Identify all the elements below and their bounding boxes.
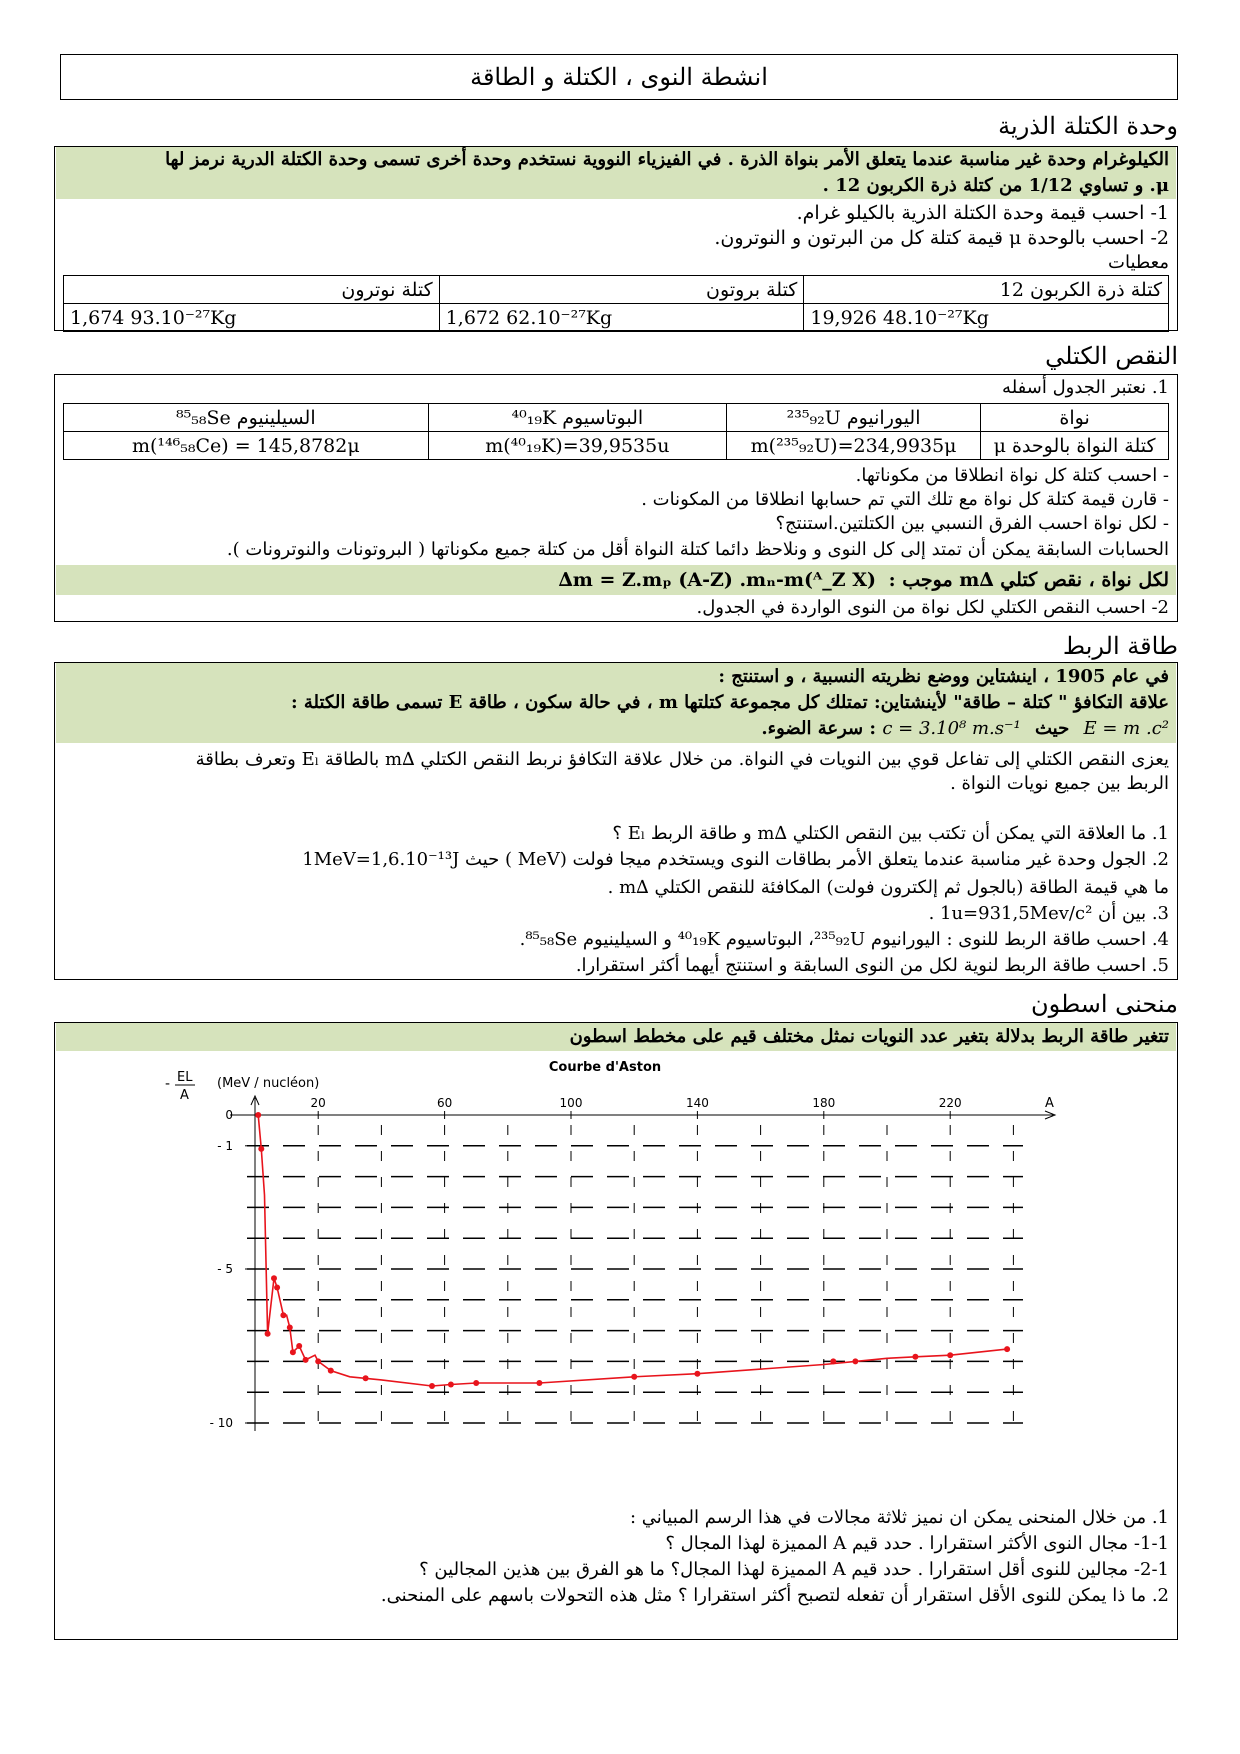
question-4: 4. احسب طاقة الربط للنوى : اليورانيوم ²³⁵₉₂U، البوتاسيوم ⁴⁰₁₉K و السيلينيوم ⁸⁵₅₈Se. <box>519 929 1169 950</box>
x-tick-label: 140 <box>685 1096 709 1110</box>
data-point <box>536 1380 542 1386</box>
question-2b: ما هي قيمة الطاقة (بالجول ثم إلكترون فولت) المكافئة للنقص الكتلي ∆m . <box>607 877 1169 898</box>
y-tick-label: - 10 <box>209 1416 233 1430</box>
potassium-mass: m(⁴⁰₁₉K)=39,9535u <box>485 434 670 457</box>
section-aston-curve <box>54 1022 1178 1640</box>
data-point <box>280 1312 286 1318</box>
data-point <box>429 1383 435 1389</box>
data-point <box>363 1375 369 1381</box>
data-point <box>287 1325 293 1331</box>
question-2: 2- احسب بالوحدة μ قيمة كتلة كل من البرتون و النوترون. <box>714 227 1169 249</box>
conclusion: الحسابات السابقة يمكن أن تمتد إلى كل النوى و ونلاحظ دائما كتلة النواة أقل من كتلة جميع مكوناتها ( البروتونات والنوترونات ). <box>226 539 1169 560</box>
mass-energy-formula: E = m .c² <box>1083 718 1169 739</box>
section-mass-defect <box>54 374 1178 622</box>
question-2: 2. الجول وحدة غير مناسبة عندما يتعلق الأمر بطاقات النوى ويستخدم ميجا فولت (MeV ) حيث 1MeV=1,6.10⁻¹³J <box>302 849 1169 870</box>
data-point <box>448 1382 454 1388</box>
formula-line <box>61 569 1169 591</box>
formula-label: لكل نواة ، نقص كتلي ∆m موجب : <box>888 569 1169 591</box>
data-point <box>694 1371 700 1377</box>
given-label: معطيات <box>1108 252 1169 273</box>
data-point <box>315 1358 321 1364</box>
question-2: 2- احسب النقص الكتلي لكل نواة من النوى الواردة في الجدول. <box>696 597 1169 618</box>
data-point <box>852 1358 858 1364</box>
section-title-aston-curve: منحنى اسطون <box>1031 990 1178 1018</box>
data-point <box>1004 1346 1010 1352</box>
section-binding-energy <box>54 662 1178 980</box>
question-1-1: 1-1- مجال النوى الأكثر استقرارا . حدد قيم A المميزة لهذا المجال ؟ <box>665 1533 1169 1554</box>
table-cell: كتلة بروتون <box>439 276 804 304</box>
table-cell <box>64 432 429 460</box>
table-cell: اليورانيوم ²³⁵₉₂U <box>727 404 981 432</box>
nuclei-table <box>63 403 1169 460</box>
data-point <box>255 1112 261 1118</box>
where-word: حيث <box>1035 718 1070 739</box>
table-cell: كتلة ذرة الكربون 12 <box>804 276 1169 304</box>
data-point <box>303 1357 309 1363</box>
section-title-mass-defect: النقص الكتلي <box>1045 342 1178 370</box>
data-point <box>947 1352 953 1358</box>
question-1: 1. نعتبر الجدول أسفله <box>1002 377 1169 398</box>
section-title-binding-energy: طاقة الربط <box>1062 632 1178 660</box>
data-point <box>258 1146 264 1152</box>
carbon-mass-value: 19,926 48.10⁻²⁷Kg <box>810 306 989 329</box>
question-1: 1. من خلال المنحنى يمكن ان نميز ثلاثة مجالات في هذا الرسم المبياني : <box>630 1507 1169 1528</box>
data-point <box>265 1331 271 1337</box>
y-tick-label: - 1 <box>217 1138 233 1153</box>
data-point <box>274 1285 280 1291</box>
given-masses-table <box>63 275 1169 332</box>
data-point <box>290 1349 296 1355</box>
y-axis-label-denominator: A <box>180 1088 189 1103</box>
bullet-2: - قارن قيمة كتلة كل نواة مع تلك التي تم حسابها انطلاقا من المكونات . <box>641 489 1169 510</box>
table-cell <box>428 432 726 460</box>
data-point <box>631 1374 637 1380</box>
light-speed: c = 3.10⁸ m.s⁻¹ <box>882 718 1021 739</box>
table-cell <box>804 304 1169 332</box>
question-1: 1. ما العلاقة التي يمكن أن تكتب بين النقص الكتلي ∆m و طاقة الربط Eₗ ؟ <box>612 823 1169 844</box>
x-tick-label: 20 <box>310 1096 326 1110</box>
data-point <box>912 1354 918 1360</box>
mass-defect-formula: ∆m = Z.mₚ (A-Z) .mₙ-m(ᴬ_Z X) <box>558 569 877 591</box>
y-axis-label-numerator: EL <box>177 1070 193 1085</box>
data-point <box>271 1275 277 1281</box>
page-title: انشطة النوى ، الكتلة و الطاقة <box>470 63 768 91</box>
data-point <box>296 1343 302 1349</box>
table-cell: البوتاسيوم ⁴⁰₁₉K <box>428 404 726 432</box>
x-tick-label: 100 <box>559 1096 583 1110</box>
paragraph-line-2: الربط بين جميع نويات النواة . <box>950 773 1169 794</box>
aston-curve-chart <box>135 1053 1115 1509</box>
table-row <box>64 404 1169 432</box>
question-1: 1- احسب قيمة وحدة الكتلة الذرية بالكيلو غرام. <box>796 202 1169 224</box>
chart-title: Courbe d'Aston <box>548 1060 662 1075</box>
definition-line-1: الكيلوغرام وحدة غير مناسبة عندما يتعلق الأمر بنواة الذرة . في الفيزياء النووية نستخدم وحدة أخرى تسمى وحدة الكتلة الدرية نرمز لها <box>165 149 1169 170</box>
section-title-atomic-mass-unit: وحدة الكتلة الذرية <box>998 112 1178 140</box>
x-tick-label: 220 <box>938 1096 962 1110</box>
y-tick-label: - 5 <box>217 1262 233 1276</box>
table-row <box>64 432 1169 460</box>
data-point <box>473 1380 479 1386</box>
x-tick-label: 180 <box>812 1096 836 1110</box>
table-cell <box>439 304 804 332</box>
y-axis-unit: (MeV / nucléon) <box>217 1076 320 1091</box>
table-cell <box>64 304 440 332</box>
section-atomic-mass-unit <box>54 146 1178 331</box>
question-1-2: 2-1- مجالين للنوى أقل استقرارا . حدد قيم A المميزة لهذا المجال؟ ما هو الفرق بين هذين المجالين ؟ <box>419 1559 1169 1580</box>
x-tick-label: 60 <box>436 1096 453 1110</box>
table-cell: كتلة نوترون <box>64 276 440 304</box>
table-cell: السيلينيوم ⁸⁵₅₈Se <box>64 404 429 432</box>
aston-curve-line <box>258 1115 1007 1386</box>
table-row <box>64 276 1169 304</box>
proton-mass-value: 1,672 62.10⁻²⁷Kg <box>445 306 613 329</box>
einstein-line-1: في عام 1905 ، اينشتاين ووضع نظريته النسبية ، و استنتج : <box>718 666 1169 687</box>
question-5: 5. احسب طاقة الربط لنوية لكل من النوى السابقة و استنتج أيهما أكثر استقرارا. <box>575 955 1169 976</box>
bullet-1: - احسب كتلة كل نواة انطلاقا من مكوناتها. <box>855 465 1169 486</box>
data-point <box>328 1368 334 1374</box>
selenium-mass: m(¹⁴⁶₅₈Ce) = 145,8782μ <box>131 434 360 457</box>
page-title-box <box>60 54 1178 100</box>
y-axis-label-prefix: - <box>165 1076 171 1092</box>
paragraph-line-1: يعزى النقص الكتلي إلى تفاعل قوي بين النويات في النواة. من خلال علاقة التكافؤ نربط النقص الكتلي ∆m بالطاقة Eₗ وتعرف بطاقة <box>195 749 1169 770</box>
light-speed-label: : سرعة الضوء. <box>761 718 877 739</box>
table-row <box>64 304 1169 332</box>
aston-intro: تتغير طاقة الربط بدلالة بتغير عدد النويات نمثل مختلف قيم على مخطط اسطون <box>569 1026 1169 1047</box>
question-3: 3. بين أن 1u=931,5Mev/c² . <box>928 903 1169 924</box>
definition-line-2: μ. و تساوي 1/12 من كتلة ذرة الكربون 12 . <box>822 175 1169 196</box>
einstein-line-3 <box>61 718 1169 739</box>
table-cell: نواة <box>981 404 1169 432</box>
table-cell <box>727 432 981 460</box>
x-axis-label: A <box>1045 1096 1054 1111</box>
y-tick-label: 0 <box>225 1108 233 1122</box>
question-2: 2. ما ذا يمكن للنوى الأقل استقرار أن تفعله لتصبح أكثر استقرارا ؟ مثل هذه التحولات باسهم على المنحنى. <box>380 1585 1169 1606</box>
table-cell: كتلة النواة بالوحدة μ <box>981 432 1169 460</box>
neutron-mass-value: 1,674 93.10⁻²⁷Kg <box>70 306 237 329</box>
einstein-line-2: علاقة التكافؤ " كتلة – طاقة" لأينشتاين: تمتلك كل مجموعة كتلتها m ، في حالة سكون ، طاقة E تسمى طاقة الكتلة : <box>290 692 1169 713</box>
uranium-mass: m(²³⁵₉₂U)=234,9935μ <box>750 434 957 457</box>
data-point <box>830 1358 836 1364</box>
bullet-3: - لكل نواة احسب الفرق النسبي بين الكتلتين.استنتج؟ <box>775 513 1169 534</box>
